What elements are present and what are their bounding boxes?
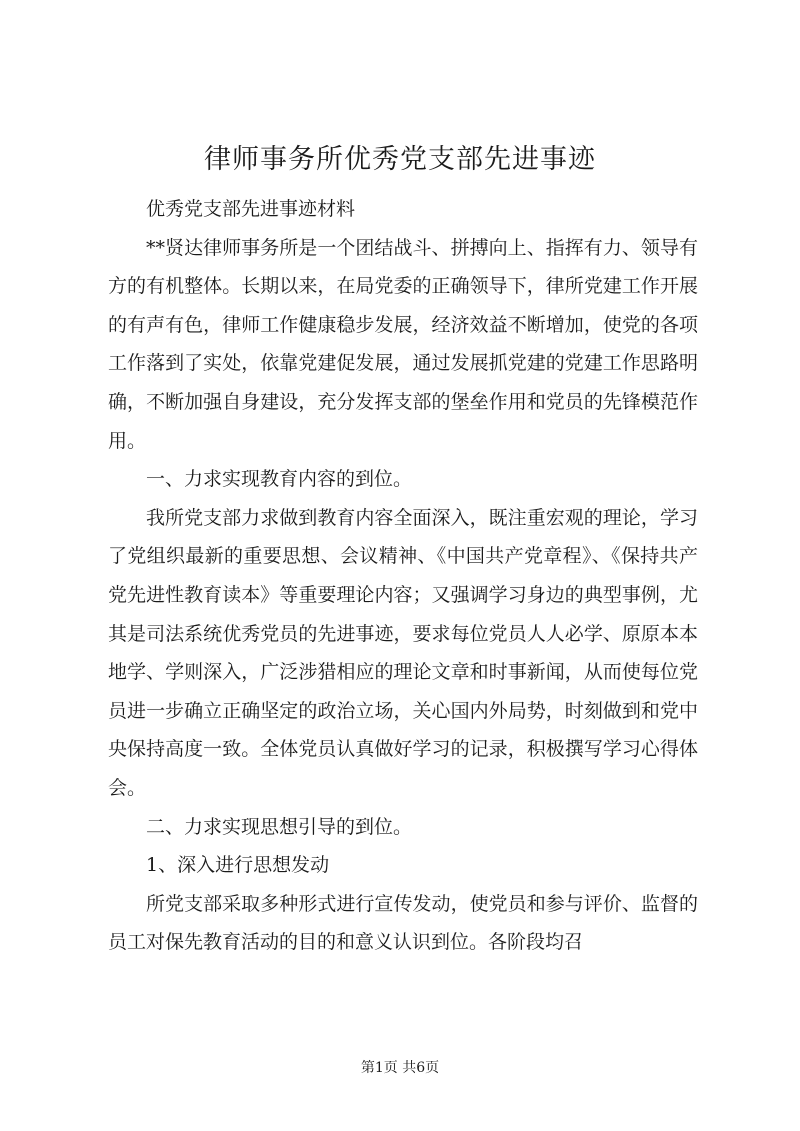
subsection-1-paragraph: 所党支部采取多种形式进行宣传发动，使党员和参与评价、监督的员工对保先教育活动的目的和意义认识到位。各阶段均召	[108, 892, 698, 954]
subtitle-paragraph: 优秀党支部先进事迹材料	[146, 198, 356, 220]
subsection-heading-1: 1、深入进行思想发动	[146, 854, 330, 877]
section-heading-2: 二、力求实现思想引导的到位。	[146, 815, 413, 838]
section-1-paragraph: 我所党支部力求做到教育内容全面深入，既注重宏观的理论，学习了党组织最新的重要思想、会议精神、《中国共产党章程》、《保持共产党先进性教育读本》等重要理论内容；又强调学习身边的典型事例，尤其是司法系统优秀党员的先进事迹，要求每位党员人人必学、原原本本地学、学则深入，广泛涉猎相应的理论文章和时事新闻，从而使每位党员进一步确立正确坚定的政治立场，关心国内外局势，时刻做到和党中央保持高度一致。全体党员认真做好学习的记录，积极撰写学习心得体会。	[108, 506, 698, 799]
page-footer: 第1页 共6页	[360, 1060, 440, 1076]
document-title: 律师事务所优秀党支部先进事迹	[204, 144, 596, 175]
section-heading-1: 一、力求实现教育内容的到位。	[146, 468, 413, 491]
document-body	[108, 190, 698, 962]
intro-paragraph: **贤达律师事务所是一个团结战斗、拼搏向上、指挥有力、领导有方的有机整体。长期以来，在局党委的正确领导下，律所党建工作开展的有声有色，律师工作健康稳步发展，经济效益不断增加，使党的各项工作落到了实处，依靠党建促发展，通过发展抓党建的党建工作思路明确，不断加强自身建设，充分发挥支部的堡垒作用和党员的先锋模范作用。	[108, 236, 698, 452]
